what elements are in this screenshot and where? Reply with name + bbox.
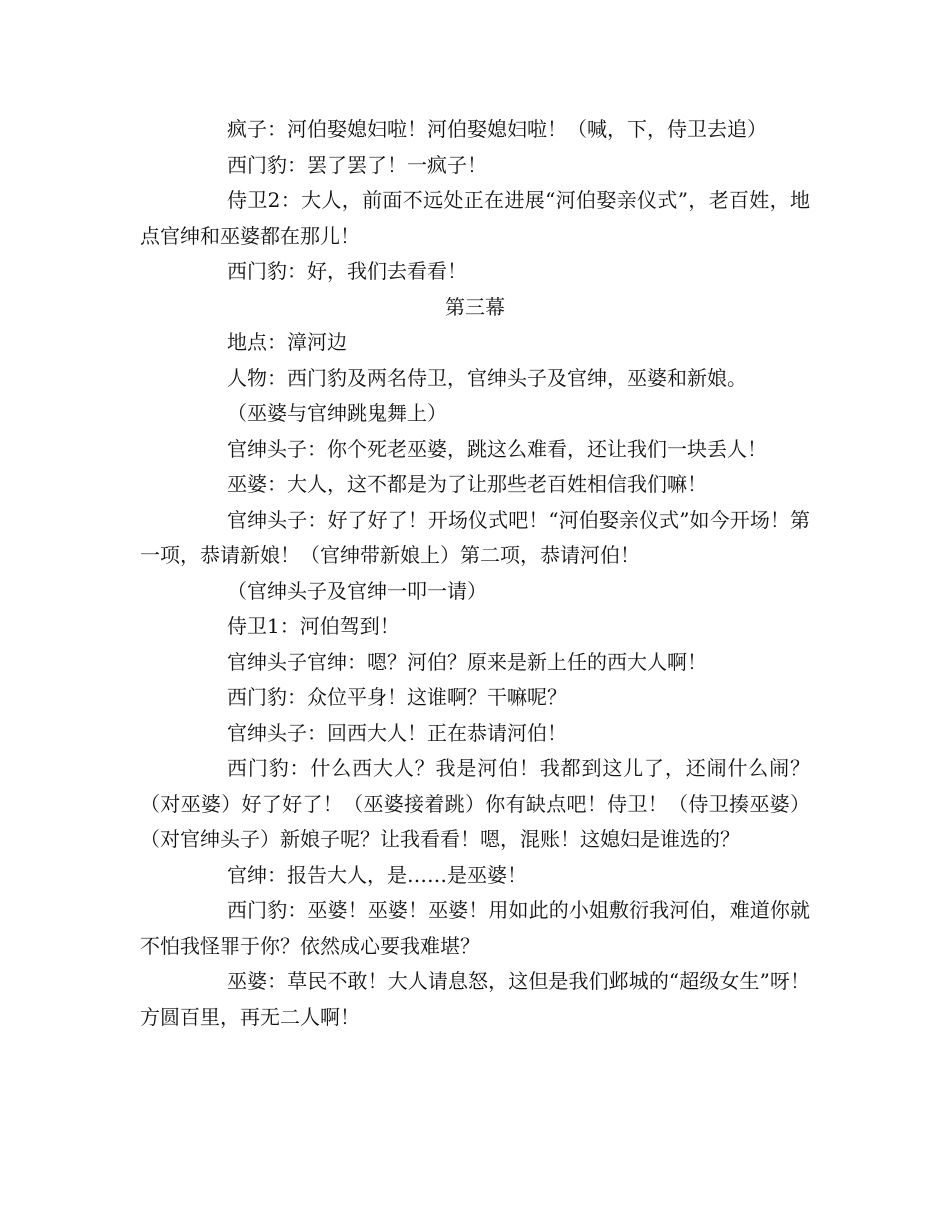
paragraph: （官绅头子及官绅一叩一请） [227, 578, 487, 603]
paragraph: 人物：西门豹及两名侍卫，官绅头子及官绅，巫婆和新娘。 [227, 365, 747, 390]
paragraph: 官绅头子：回西大人！正在恭请河伯！ [227, 720, 567, 745]
paragraph: 西门豹：罢了罢了！一疯子！ [227, 152, 487, 177]
paragraph: 巫婆：大人，这不都是为了让那些老百姓相信我们嘛！ [227, 472, 707, 496]
paragraph: 西门豹：众位平身！这谁啊？干嘛呢？ [227, 685, 567, 709]
paragraph: 侍卫2：大人，前面不远处正在进展“河伯娶亲仪式”，老百姓，地点官绅和巫婆都在那儿！ [140, 188, 810, 248]
paragraph: 官绅：报告大人，是……是巫婆！ [227, 862, 527, 887]
paragraph: 侍卫1：河伯驾到！ [227, 614, 400, 638]
paragraph: 西门豹：巫婆！巫婆！巫婆！用如此的小姐敷衍我河伯，难道你就不怕我怪罪于你？依然成心要我难堪？ [140, 898, 810, 958]
paragraph: 疯子：河伯娶媳妇啦！河伯娶媳妇啦！（喊，下，侍卫去追） [227, 117, 767, 141]
paragraph: 西门豹：什么西大人？我是河伯！我都到这儿了，还闹什么闹？（对巫婆）好了好了！（巫婆接着跳）你有缺点吧！侍卫！（侍卫揍巫婆）（对官绅头子）新娘子呢？让我看看！嗯，混账！这媳妇是谁选的？ [140, 756, 810, 851]
paragraph: 西门豹：好，我们去看看！ [227, 259, 467, 283]
paragraph: 官绅头子：你个死老巫婆，跳这么难看，还让我们一块丢人！ [227, 436, 767, 461]
paragraph: 官绅头子：好了好了！开场仪式吧！“河伯娶亲仪式”如今开场！第一项，恭请新娘！（官绅带新娘上）第二项，恭请河伯！ [140, 507, 810, 567]
paragraph: （巫婆与官绅跳鬼舞上） [227, 401, 447, 425]
paragraph: 官绅头子官绅：嗯？河伯？原来是新上任的西大人啊！ [227, 649, 707, 674]
act-heading: 第三幕 [445, 294, 505, 319]
paragraph: 巫婆：草民不敢！大人请息怒，这但是我们邺城的“超级女生”呀！方圆百里，再无二人啊！ [140, 969, 810, 1029]
paragraph: 地点：漳河边 [227, 330, 347, 354]
